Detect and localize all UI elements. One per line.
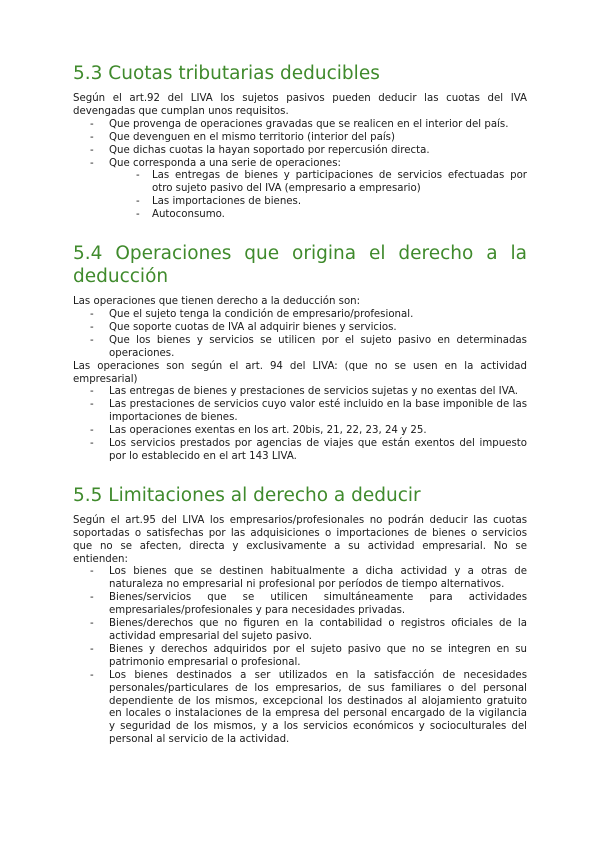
list-item: - Que dichas cuotas la hayan soportado por repercusión directa.: [109, 145, 527, 158]
list-item: - Que devenguen en el mismo territorio (interior del país): [109, 132, 527, 145]
paragraph: Las operaciones que tienen derecho a la deducción son:: [73, 296, 361, 308]
list-item: - Los servicios prestados por agencias de viajes que están exentos del impuesto por lo establecido en el art 143 LIVA.: [109, 438, 527, 464]
list: [73, 309, 527, 361]
section-title-5-5: 5.5 Limitaciones al derecho a deducir: [73, 484, 421, 506]
list-item-text: Que corresponda a una serie de operaciones:: [109, 157, 341, 169]
list-item: [109, 158, 527, 223]
list-item: - Bienes y derechos adquiridos por el sujeto pasivo que no se integren en su patrimonio empresarial o profesional.: [109, 644, 527, 670]
list-item: - Bienes/derechos que no figuren en la contabilidad o registros oficiales de la actividad empresarial del sujeto pasivo.: [109, 618, 527, 644]
list: [73, 386, 527, 463]
sublist-item: - Las importaciones de bienes.: [152, 196, 527, 209]
list-item: - Que provenga de operaciones gravadas que se realicen en el interior del país.: [109, 119, 527, 132]
section-title-5-3: 5.3 Cuotas tributarias deducibles: [73, 63, 380, 84]
list-item: - Los bienes destinados a ser utilizados en la satisfacción de necesidades personales/particulares de los empresarios, de sus familiares o del personal dependiente de los mismos, excepcional los destinados al alojamiento gratuito en locales o instalaciones de la empresa del personal encargado de la vigilancia y seguridad de los mismos, y a los servicios económicos y socioculturales del personal al servicio de la actividad.: [109, 670, 527, 747]
list-item: - Las operaciones exentas en los art. 20bis, 21, 22, 23, 24 y 25.: [109, 425, 527, 438]
list-item: - Las prestaciones de servicios cuyo valor esté incluido en la base imponible de las importaciones de bienes.: [109, 399, 527, 425]
list-item: - Que el sujeto tenga la condición de empresario/profesional.: [109, 309, 527, 322]
list-item: - Que soporte cuotas de IVA al adquirir bienes y servicios.: [109, 322, 527, 335]
document-page: [73, 62, 527, 747]
paragraph: Según el art.95 del LIVA los empresarios/profesionales no podrán deducir las cuotas soportadas o satisfechas por las adquisiciones o importaciones de bienes o servicios que no se afecten, directa y exclusivamente a su actividad empresarial. No se entienden:: [73, 514, 527, 565]
sublist: [109, 170, 527, 222]
list-item: - Las entregas de bienes y prestaciones de servicios sujetas y no exentas del IVA.: [109, 386, 527, 399]
list-item: - Los bienes que se destinen habitualmente a dicha actividad y a otras de naturaleza no empresarial ni profesional por períodos de tiempo alternativos.: [109, 566, 527, 592]
list: [73, 119, 527, 222]
list-item: - Que los bienes y servicios se utilicen por el sujeto pasivo en determinadas operaciones.: [109, 335, 527, 361]
list: [73, 566, 527, 747]
paragraph: Según el art.92 del LIVA los sujetos pasivos pueden deducir las cuotas del IVA devengadas que cumplan unos requisitos.: [73, 93, 527, 117]
list-item: - Bienes/servicios que se utilicen simultáneamente para actividades empresariales/profesionales y para necesidades privadas.: [109, 592, 527, 618]
paragraph: Las operaciones son según el art. 94 del LIVA: (que no se usen en la actividad empresarial): [73, 360, 527, 385]
section-title-5-4: 5.4 Operaciones que origina el derecho a la deducción: [73, 243, 527, 288]
sublist-item: - Autoconsumo.: [152, 209, 527, 222]
sublist-item: - Las entregas de bienes y participaciones de servicios efectuadas por otro sujeto pasivo del IVA (empresario a empresario): [152, 170, 527, 196]
